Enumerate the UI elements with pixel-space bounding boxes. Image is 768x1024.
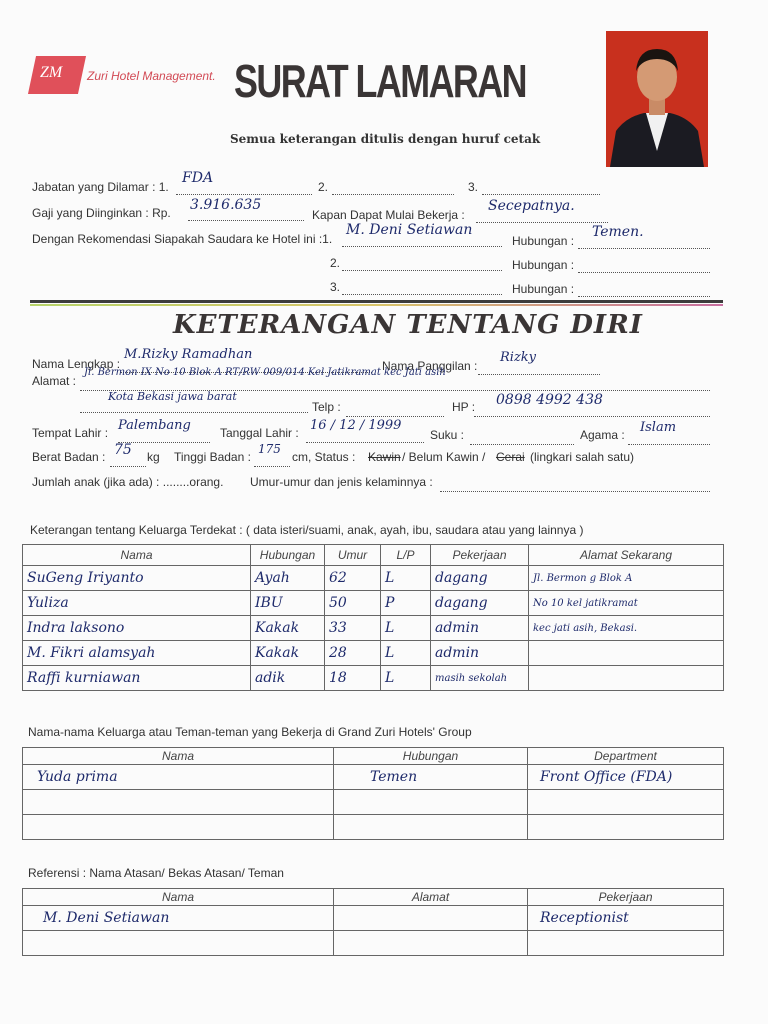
hubungan-3-label: Hubungan : [512, 282, 575, 296]
family-cell-nama: M. Fikri alamsyah [23, 641, 251, 666]
alamat-label: Alamat : [32, 374, 77, 388]
family-header-hubungan: Hubungan [251, 545, 325, 566]
reference-cell-pekerjaan [528, 931, 724, 956]
rekomendasi-label: Dengan Rekomendasi Siapakah Saudara ke Hotel ini :1. [32, 232, 333, 246]
status-label: cm, Status : [292, 450, 356, 464]
family-cell-lp: L [381, 566, 431, 591]
tempat-lahir-label: Tempat Lahir : [32, 426, 109, 440]
section-title: KETERANGAN TENTANG DIRI [173, 310, 643, 340]
family-cell-alamat: kec jati asih, Bekasi. [529, 616, 724, 641]
jabatan-label: Jabatan yang Dilamar : 1. [32, 180, 169, 194]
family-cell-pekerjaan: admin [431, 641, 529, 666]
tinggi-value: 175 [258, 442, 281, 456]
jabatan-3-label: 3. [468, 180, 479, 194]
colleague-cell-nama [23, 790, 334, 815]
family-cell-umur: 62 [325, 566, 381, 591]
section-divider-color [30, 304, 723, 306]
family-cell-alamat: No 10 kel jatikramat [529, 591, 724, 616]
family-cell-hubungan: IBU [251, 591, 325, 616]
family-header-lp: L/P [381, 545, 431, 566]
umur-jenis-label: Umur-umur dan jenis kelaminnya : [250, 475, 433, 489]
colleagues-caption: Nama-nama Keluarga atau Teman-teman yang Bekerja di Grand Zuri Hotels' Group [28, 725, 472, 739]
table-row [23, 790, 724, 815]
table-row [23, 815, 724, 840]
panggilan-value: Rizky [500, 350, 537, 365]
table-row [23, 641, 724, 666]
suku-label: Suku : [430, 428, 465, 442]
family-cell-lp: L [381, 641, 431, 666]
gaji-label: Gaji yang Diinginkan : Rp. [32, 206, 171, 220]
family-cell-hubungan: Kakak [251, 641, 325, 666]
family-cell-hubungan: Kakak [251, 616, 325, 641]
berat-unit: kg [147, 450, 160, 464]
umur-jenis-line [440, 479, 710, 492]
colleague-cell-hubungan [334, 815, 528, 840]
suku-line [470, 432, 574, 445]
berat-value: 75 [114, 442, 132, 458]
jabatan-3-line [482, 182, 600, 195]
rekomendasi-3-label: 3. [330, 280, 341, 294]
table-row [23, 616, 724, 641]
logo-mark-text: ZM [40, 64, 63, 81]
family-cell-pekerjaan: dagang [431, 591, 529, 616]
family-header-pekerjaan: Pekerjaan [431, 545, 529, 566]
colleague-cell-department [528, 790, 724, 815]
gaji-value: 3.916.635 [190, 197, 262, 213]
family-cell-lp: L [381, 616, 431, 641]
family-cell-lp: P [381, 591, 431, 616]
table-row [23, 666, 724, 691]
hubungan-1-value: Temen. [592, 224, 644, 240]
table-row [23, 906, 724, 931]
colleague-cell-department [528, 815, 724, 840]
logo-name: Zuri Hotel Management. [87, 69, 216, 83]
reference-cell-nama: M. Deni Setiawan [23, 906, 334, 931]
status-cerai: Cerai [496, 450, 525, 464]
tempat-lahir-value: Palembang [118, 418, 191, 433]
hp-value: 0898 4992 438 [496, 392, 603, 408]
hubungan-3-line [578, 284, 710, 297]
colleague-cell-nama: Yuda prima [23, 765, 334, 790]
family-header-umur: Umur [325, 545, 381, 566]
family-cell-nama: Indra laksono [23, 616, 251, 641]
references-header-alamat: Alamat [334, 889, 528, 906]
colleague-cell-department: Front Office (FDA) [528, 765, 724, 790]
page-title: SURAT LAMARAN [234, 55, 526, 107]
references-header-nama: Nama [23, 889, 334, 906]
hubungan-2-label: Hubungan : [512, 258, 575, 272]
family-cell-nama: SuGeng Iriyanto [23, 566, 251, 591]
family-caption: Keterangan tentang Keluarga Terdekat : ( data isteri/suami, anak, ayah, ibu, saudara atau yang lainnya ) [30, 523, 584, 537]
table-row [23, 566, 724, 591]
rekomendasi-2-line [342, 258, 502, 271]
references-header-pekerjaan: Pekerjaan [528, 889, 724, 906]
tinggi-label: Tinggi Badan : [174, 450, 251, 464]
panggilan-line [478, 362, 600, 375]
reference-cell-alamat [334, 931, 528, 956]
colleagues-header-nama: Nama [23, 748, 334, 765]
reference-cell-alamat [334, 906, 528, 931]
portrait-figure [606, 31, 708, 167]
references-table [22, 888, 724, 956]
nama-value: M.Rizky Ramadhan [124, 347, 253, 362]
alamat-value-1: Jl. Bermon IX No 10 Blok A RT/RW 009/014 Kel Jatikramat kec Jati asih [84, 367, 446, 378]
family-table [22, 544, 724, 691]
colleagues-header-hubungan: Hubungan [334, 748, 528, 765]
tanggal-lahir-value: 16 / 12 / 1999 [310, 418, 402, 433]
family-cell-alamat: Jl. Bermon g Blok A [529, 566, 724, 591]
colleague-cell-nama [23, 815, 334, 840]
status-belum-kawin: / Belum Kawin / [402, 450, 486, 464]
alamat-value-2: Kota Bekasi jawa barat [108, 390, 237, 403]
family-cell-hubungan: Ayah [251, 566, 325, 591]
family-cell-umur: 50 [325, 591, 381, 616]
table-row [23, 931, 724, 956]
hubungan-1-label: Hubungan : [512, 234, 575, 248]
family-header-nama: Nama [23, 545, 251, 566]
page-subtitle: Semua keterangan ditulis dengan huruf cetak [230, 132, 541, 146]
reference-cell-nama [23, 931, 334, 956]
references-header-row [23, 889, 724, 906]
family-cell-pekerjaan: dagang [431, 566, 529, 591]
hubungan-2-line [578, 260, 710, 273]
family-cell-pekerjaan: masih sekolah [431, 666, 529, 691]
lingkari-note: (lingkari salah satu) [530, 450, 635, 464]
family-cell-umur: 33 [325, 616, 381, 641]
hp-label: HP : [452, 400, 476, 414]
jabatan-2-line [332, 182, 454, 195]
family-cell-alamat [529, 666, 724, 691]
colleague-cell-hubungan [334, 790, 528, 815]
references-caption: Referensi : Nama Atasan/ Bekas Atasan/ Teman [28, 866, 284, 880]
jumlah-anak-label: Jumlah anak (jika ada) : ........orang. [32, 475, 224, 489]
nama-label: Nama Lengkap : [32, 357, 121, 371]
family-cell-alamat [529, 641, 724, 666]
agama-label: Agama : [580, 428, 625, 442]
family-cell-hubungan: adik [251, 666, 325, 691]
colleagues-header-department: Department [528, 748, 724, 765]
colleagues-table [22, 747, 724, 840]
rekomendasi-1-value: M. Deni Setiawan [346, 222, 473, 238]
panggilan-label: Nama Panggilan : [382, 359, 478, 373]
section-divider [30, 300, 723, 303]
status-kawin: Kawin [368, 450, 401, 464]
family-cell-nama: Raffi kurniawan [23, 666, 251, 691]
mulai-value: Secepatnya. [488, 198, 575, 214]
family-cell-umur: 28 [325, 641, 381, 666]
colleagues-header-row [23, 748, 724, 765]
family-header-row [23, 545, 724, 566]
jabatan-2-label: 2. [318, 180, 329, 194]
table-row [23, 591, 724, 616]
colleague-cell-hubungan: Temen [334, 765, 528, 790]
reference-cell-pekerjaan: Receptionist [528, 906, 724, 931]
rekomendasi-2-label: 2. [330, 256, 341, 270]
telp-label: Telp : [312, 400, 341, 414]
family-cell-pekerjaan: admin [431, 616, 529, 641]
applicant-photo [606, 31, 708, 167]
tanggal-lahir-label: Tanggal Lahir : [220, 426, 299, 440]
telp-line [346, 404, 444, 417]
family-cell-lp: L [381, 666, 431, 691]
rekomendasi-3-line [342, 282, 502, 295]
family-header-alamat: Alamat Sekarang [529, 545, 724, 566]
berat-label: Berat Badan : [32, 450, 106, 464]
agama-value: Islam [640, 420, 677, 435]
family-cell-nama: Yuliza [23, 591, 251, 616]
family-cell-umur: 18 [325, 666, 381, 691]
table-row [23, 765, 724, 790]
mulai-label: Kapan Dapat Mulai Bekerja : [312, 208, 465, 222]
jabatan-1-value: FDA [182, 170, 214, 186]
